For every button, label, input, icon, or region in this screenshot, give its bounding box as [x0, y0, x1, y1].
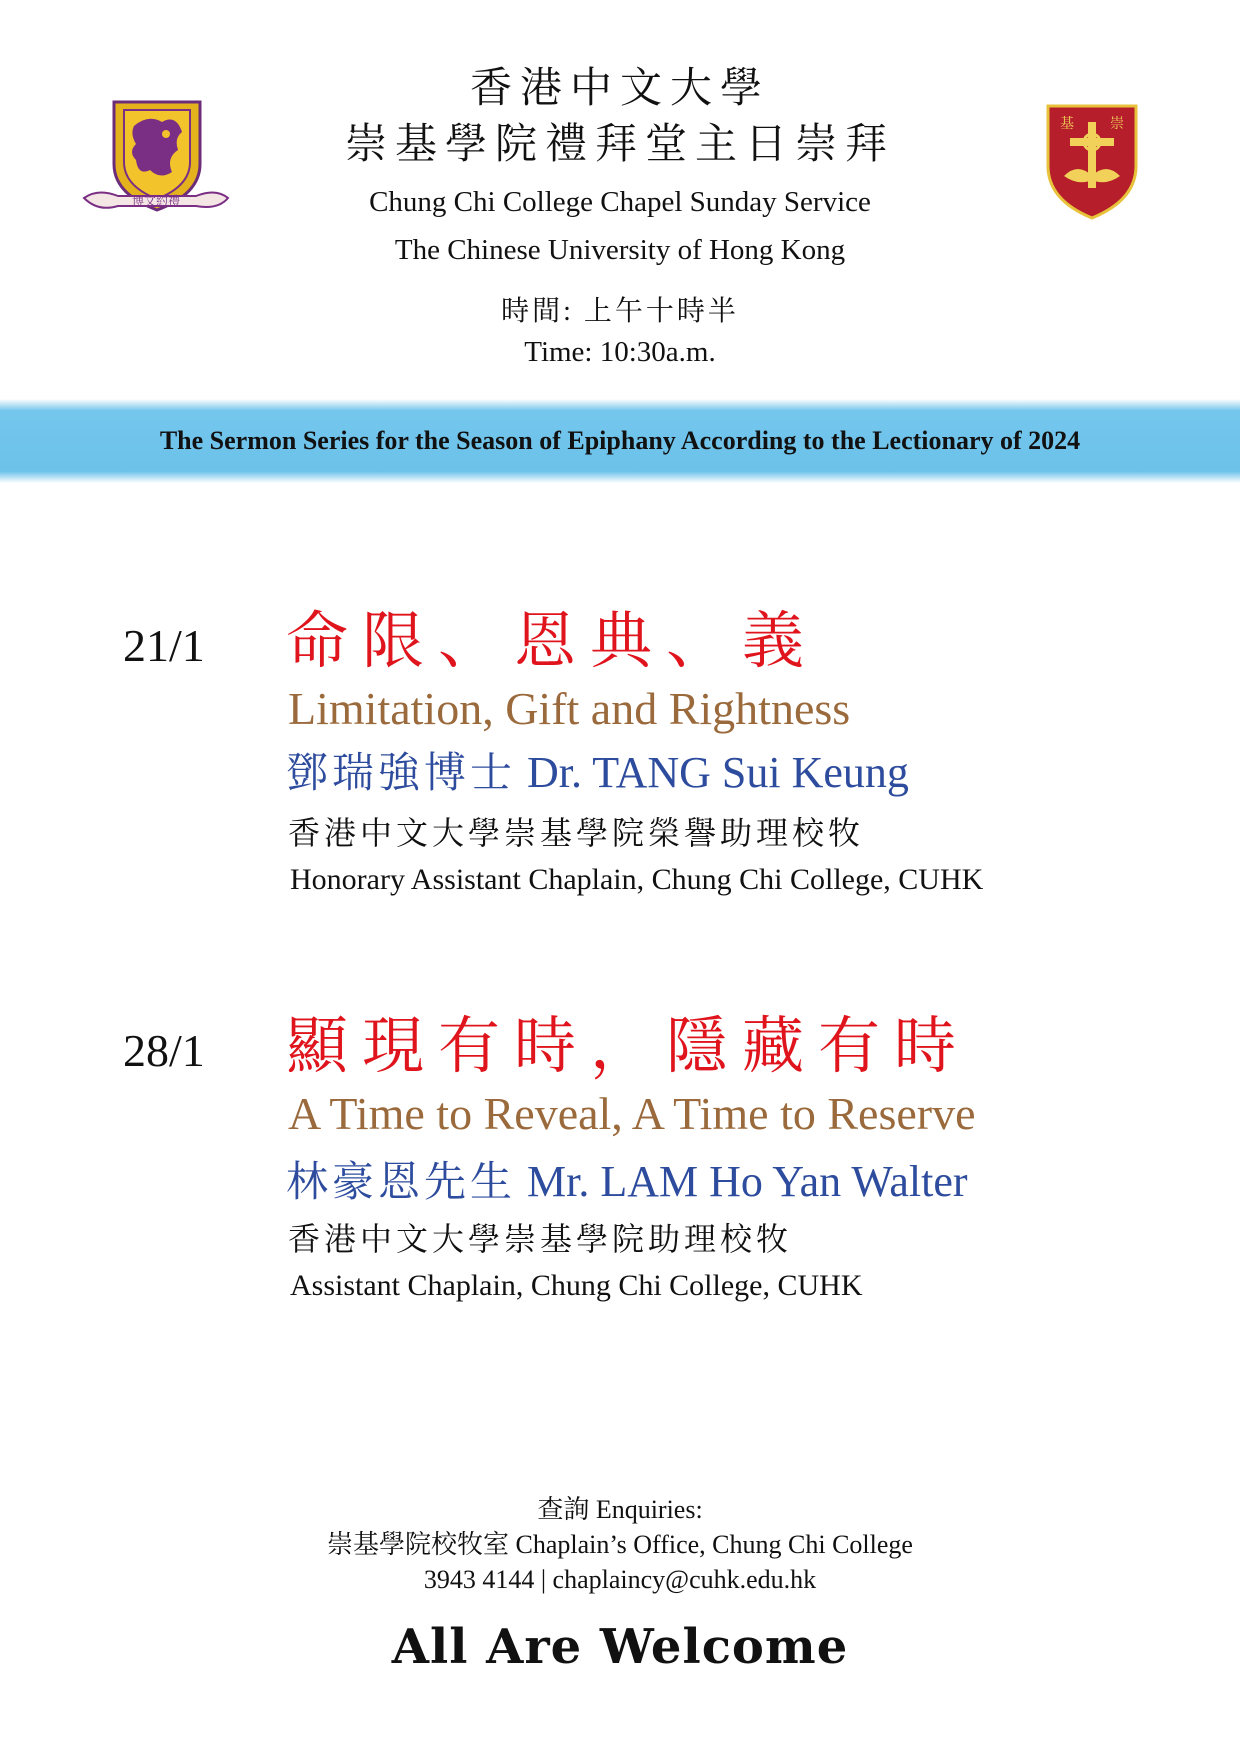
speaker-name-zh: 鄧瑞強博士: [286, 751, 517, 797]
sermon-title-en: A Time to Reveal, A Time to Reserve: [288, 1088, 976, 1139]
service-time-en: Time: 10:30a.m.: [524, 336, 716, 368]
welcome-message: All Are Welcome: [391, 1619, 849, 1675]
sermon-date: 28/1: [123, 1025, 205, 1076]
speaker-name-en: Dr. TANG Sui Keung: [527, 748, 909, 797]
sermon-title-zh: 顯現有時，隱藏有時: [286, 1013, 971, 1081]
sermon-series-banner: [0, 399, 1240, 483]
crest-scroll-text: 博文約禮: [131, 194, 181, 208]
speaker-role-zh: 香港中文大學崇基學院榮譽助理校牧: [288, 815, 865, 851]
speaker-name-zh: 林豪恩先生: [286, 1160, 517, 1206]
speaker-name: [286, 1154, 968, 1211]
speaker-name-en: Mr. LAM Ho Yan Walter: [527, 1157, 968, 1206]
sermon-series-title: The Sermon Series for the Season of Epiphany According to the Lectionary of 2024: [159, 426, 1081, 455]
contact-info: 3943 4144 | chaplaincy@cuhk.edu.hk: [423, 1565, 817, 1594]
sermon-title-zh: 命限、恩典、義: [286, 608, 819, 676]
sermon-title-en: Limitation, Gift and Rightness: [288, 683, 851, 734]
enquiries-label: 查詢 Enquiries:: [537, 1495, 703, 1524]
university-name-en: The Chinese University of Hong Kong: [394, 234, 846, 266]
speaker-role-zh: 香港中文大學崇基學院助理校牧: [288, 1221, 793, 1257]
service-time-zh: 時間: 上午十時半: [501, 296, 739, 327]
crest-corner-text: 基: [1060, 116, 1074, 132]
sermon-date: 21/1: [123, 620, 205, 671]
speaker-role-en: Assistant Chaplain, Chung Chi College, CUHK: [290, 1269, 863, 1302]
crest-corner-text: 崇: [1110, 116, 1124, 132]
service-name-zh: 崇基學院禮拜堂主日崇拜: [344, 122, 895, 168]
chaplain-office: 崇基學院校牧室 Chaplain’s Office, Chung Chi College: [327, 1530, 913, 1559]
university-name-zh: 香港中文大學: [469, 66, 770, 112]
speaker-name: [286, 745, 909, 802]
service-name-en: Chung Chi College Chapel Sunday Service: [369, 186, 871, 218]
speaker-role-en: Honorary Assistant Chaplain, Chung Chi College, CUHK: [290, 863, 984, 896]
